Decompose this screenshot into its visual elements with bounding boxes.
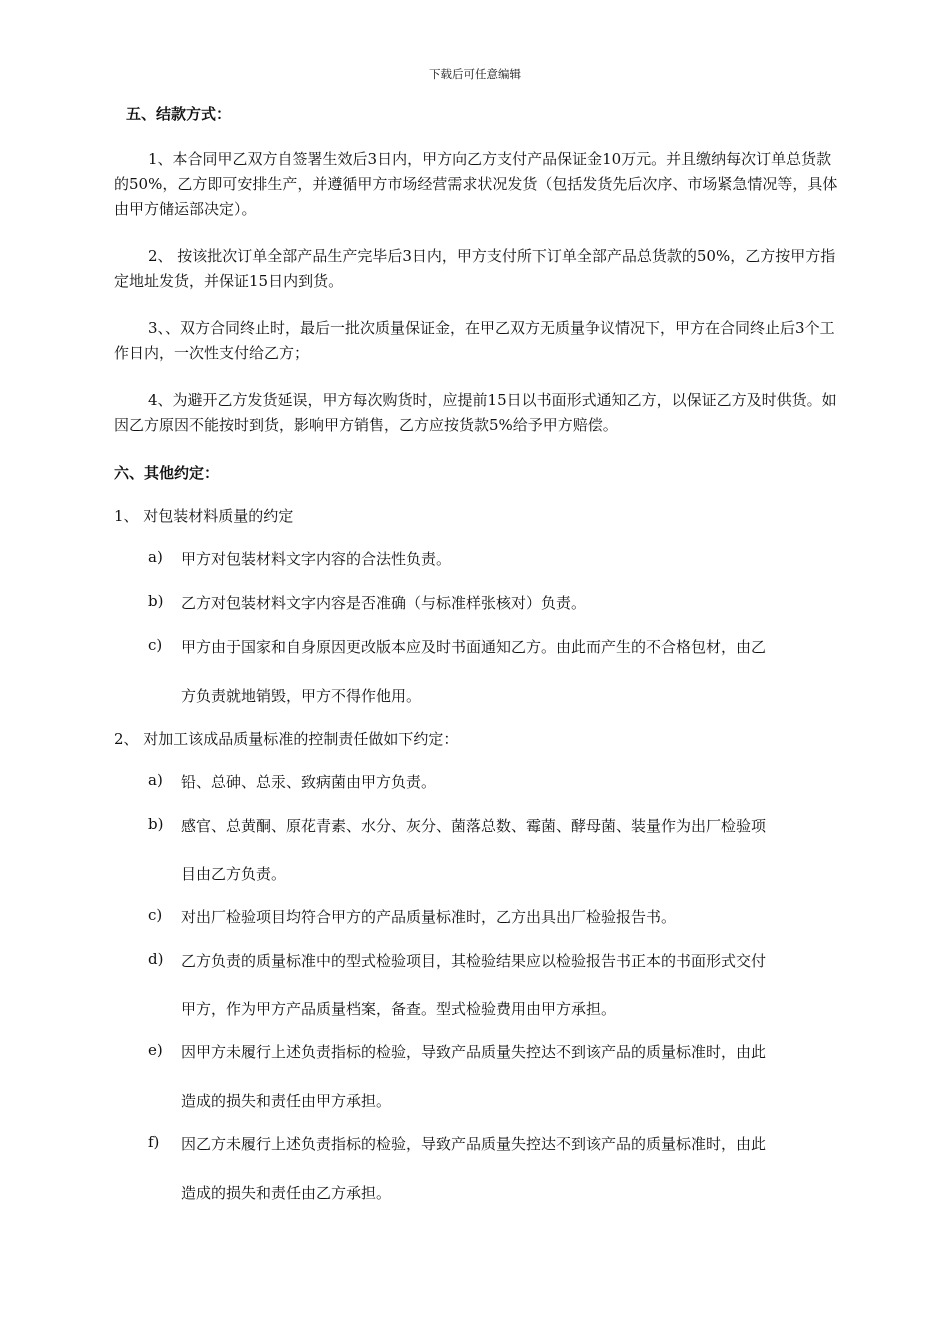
- item-2-e-label: e): [148, 1041, 163, 1059]
- item-1-c-text-line-1: 甲方由于国家和自身原因更改版本应及时书面通知乙方。由此而产生的不合格包材，由乙: [181, 638, 767, 656]
- item-1-a-text: 甲方对包装材料文字内容的合法性负责。: [181, 550, 452, 568]
- item-1-a-label: a): [148, 548, 163, 566]
- section-6-title: 六、其他约定：: [114, 464, 220, 482]
- item-2-title: 2、 对加工该成品质量标准的控制责任做如下约定：: [114, 730, 459, 748]
- item-2-f-text-line-1: 因乙方未履行上述负责指标的检验，导致产品质量失控达不到该产品的质量标准时，由此: [181, 1135, 767, 1153]
- section-5-paragraph-4: 4、为避开乙方发货延误，甲方每次购货时，应提前15日以书面形式通知乙方，以保证乙方及时供货。如因乙方原因不能按时到货，影响甲方销售，乙方应按货款5%给予甲方赔偿。: [114, 391, 837, 434]
- item-1-b-text: 乙方对包装材料文字内容是否准确（与标准样张核对）负责。: [181, 594, 587, 612]
- item-2-a-text: 铅、总砷、总汞、致病菌由甲方负责。: [181, 773, 437, 791]
- item-2-b-label: b): [148, 815, 164, 833]
- item-2-d-label: d): [148, 950, 164, 968]
- item-2-c-text: 对出厂检验项目均符合甲方的产品质量标准时，乙方出具出厂检验报告书。: [181, 908, 677, 926]
- item-2-d-text-line-1: 乙方负责的质量标准中的型式检验项目，其检验结果应以检验报告书正本的书面形式交付: [181, 952, 767, 970]
- item-2-d-text-line-2: 甲方，作为甲方产品质量档案，备查。型式检验费用由甲方承担。: [181, 1000, 617, 1018]
- item-2-a-label: a): [148, 771, 163, 789]
- item-2-b-text-line-1: 感官、总黄酮、原花青素、水分、灰分、菌落总数、霉菌、酵母菌、装量作为出厂检验项: [181, 817, 767, 835]
- page-header: 下载后可任意编辑: [429, 67, 521, 81]
- section-5-paragraph-2: 2、 按该批次订单全部产品生产完毕后3日内，甲方支付所下订单全部产品总货款的50%，乙方按甲方指定地址发货，并保证15日内到货。: [114, 247, 836, 290]
- section-5-paragraph-1: 1、本合同甲乙双方自签署生效后3日内，甲方向乙方支付产品保证金10万元。并且缴纳每次订单总货款的50%，乙方即可安排生产，并遵循甲方市场经营需求状况发货（包括发货先后次序、市场紧急情况等，具体由甲方储运部决定）。: [114, 150, 838, 218]
- item-2-c-label: c): [148, 906, 163, 924]
- section-5-title: 五、结款方式：: [126, 105, 232, 123]
- item-2-b-text-line-2: 目由乙方负责。: [181, 865, 287, 883]
- item-1-c-text-line-2: 方负责就地销毁，甲方不得作他用。: [181, 687, 422, 705]
- item-1-title: 1、 对包装材料质量的约定: [114, 507, 294, 525]
- item-2-e-text-line-1: 因甲方未履行上述负责指标的检验，导致产品质量失控达不到该产品的质量标准时，由此: [181, 1043, 767, 1061]
- item-1-c-label: c): [148, 636, 163, 654]
- item-1-b-label: b): [148, 592, 164, 610]
- item-2-e-text-line-2: 造成的损失和责任由甲方承担。: [181, 1092, 392, 1110]
- item-2-f-label: f): [148, 1133, 160, 1151]
- item-2-f-text-line-2: 造成的损失和责任由乙方承担。: [181, 1184, 392, 1202]
- section-5-paragraph-3: 3、、双方合同终止时，最后一批次质量保证金，在甲乙双方无质量争议情况下，甲方在合同终止后3个工作日内，一次性支付给乙方；: [114, 319, 835, 362]
